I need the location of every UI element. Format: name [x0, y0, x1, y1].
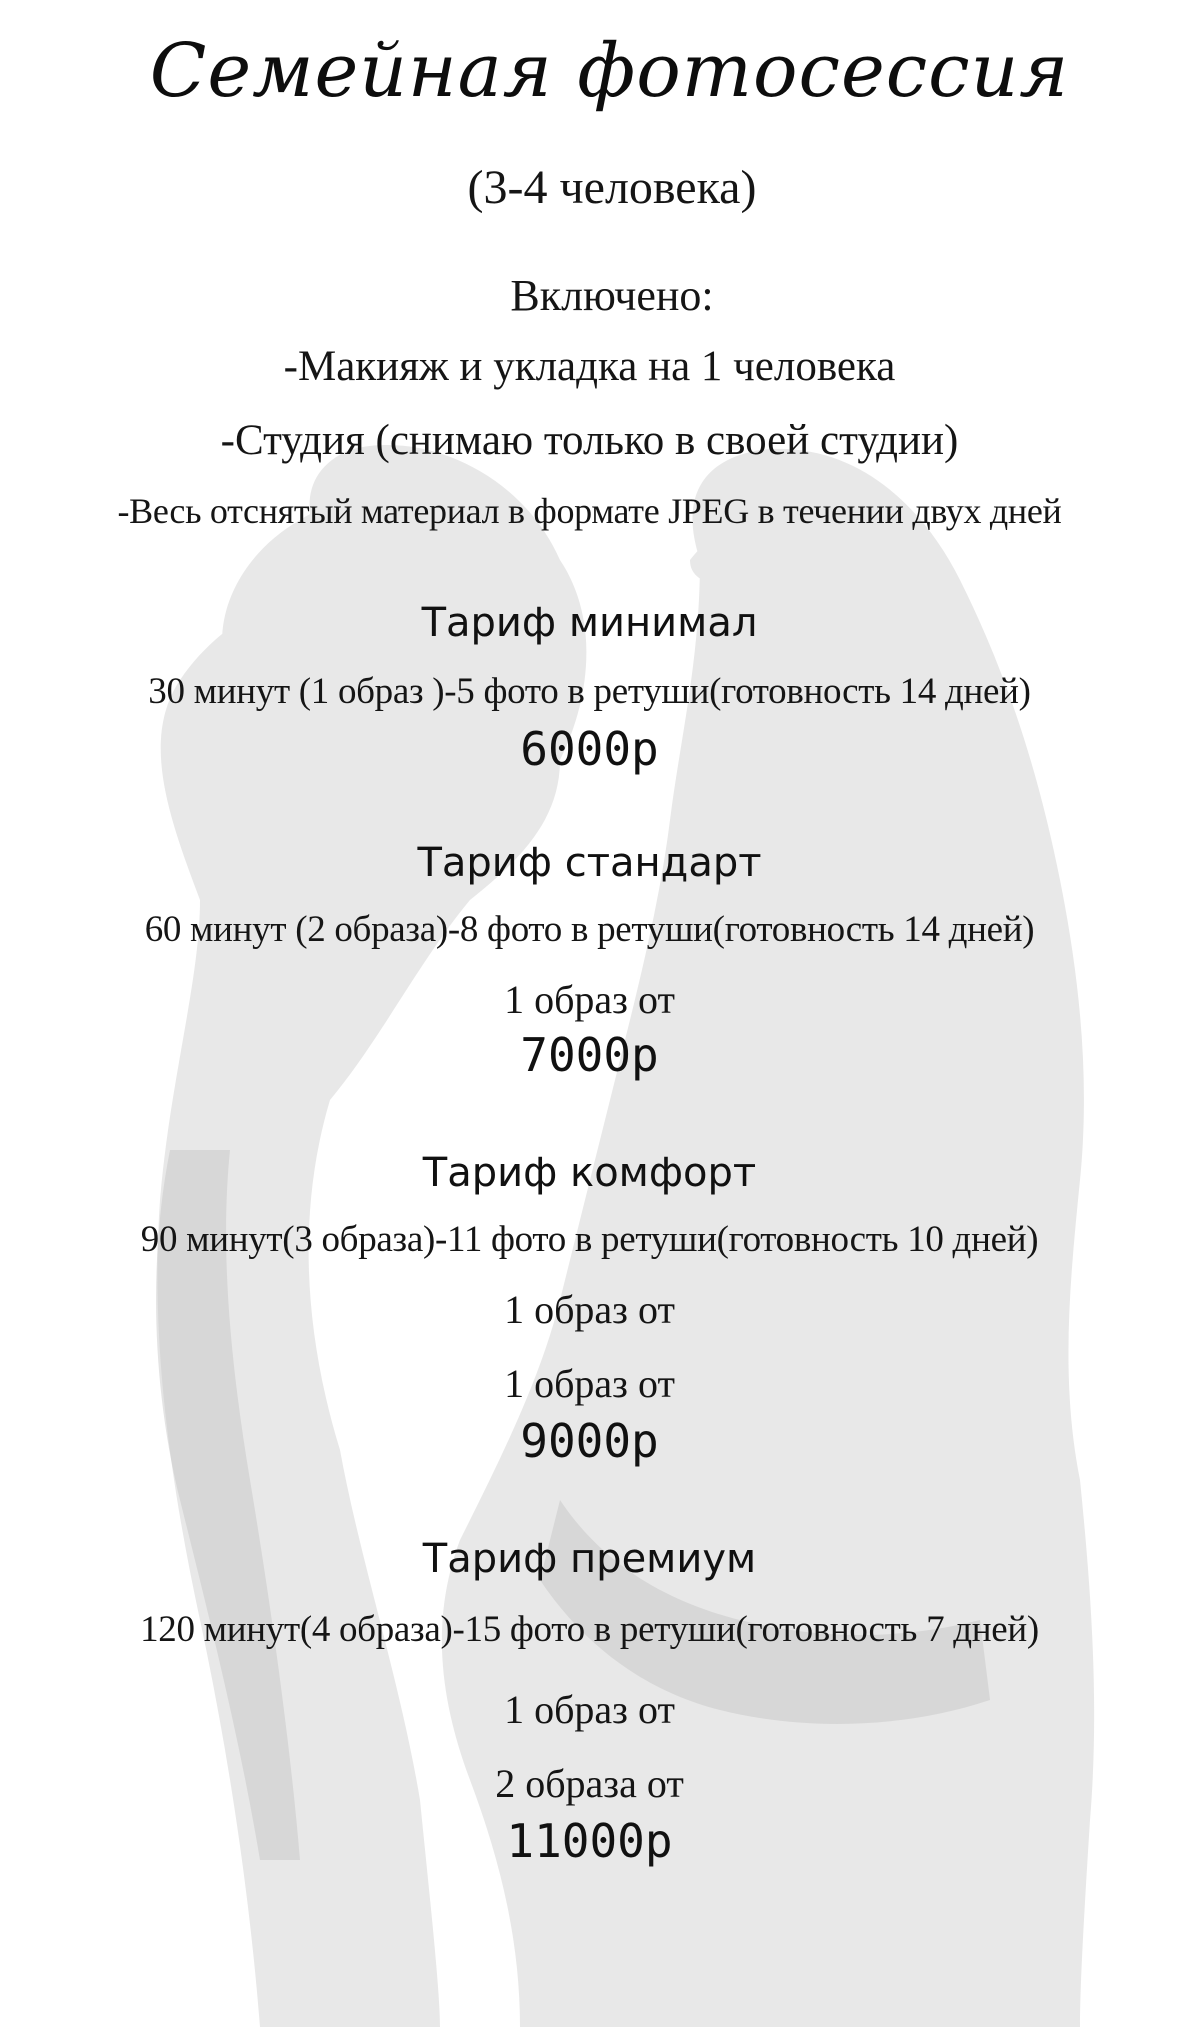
tariff-price: 6000р [520, 722, 659, 776]
page-title: Семейная фотосессия [149, 28, 1070, 114]
tariff-price: 9000р [520, 1414, 659, 1468]
tariff-description: 30 минут (1 образ )-5 фото в ретуши(готовность 14 дней) [148, 671, 1031, 712]
tariff-option: 1 образ от [504, 977, 675, 1022]
included-heading: Включено: [510, 271, 714, 320]
tariff-name: Тариф премиум [422, 1536, 757, 1582]
included-item: -Макияж и укладка на 1 человека [283, 343, 896, 390]
included-item: -Весь отснятый материал в формате JPEG в течении двух дней [117, 491, 1062, 531]
tariff-option: 1 образ от [504, 1361, 675, 1406]
included-item: -Студия (снимаю только в своей студии) [220, 417, 959, 464]
tariff-description: 90 минут(3 образа)-11 фото в ретуши(готовность 10 дней) [140, 1219, 1039, 1260]
tariff-price: 7000р [520, 1028, 659, 1082]
tariff-option: 1 образ от [504, 1687, 675, 1732]
tariff-description: 60 минут (2 образа)-8 фото в ретуши(готовность 14 дней) [144, 909, 1035, 950]
tariff-name: Тариф комфорт [422, 1150, 757, 1196]
tariff-name: Тариф стандарт [417, 840, 762, 886]
tariff-name: Тариф минимал [421, 600, 758, 646]
tariff-price: 11000р [506, 1814, 673, 1868]
tariff-option: 2 образа от [495, 1761, 684, 1806]
tariff-option: 1 образ от [504, 1287, 675, 1332]
page-subtitle: (3-4 человека) [467, 161, 757, 214]
tariff-description: 120 минут(4 образа)-15 фото в ретуши(готовность 7 дней) [140, 1609, 1039, 1650]
